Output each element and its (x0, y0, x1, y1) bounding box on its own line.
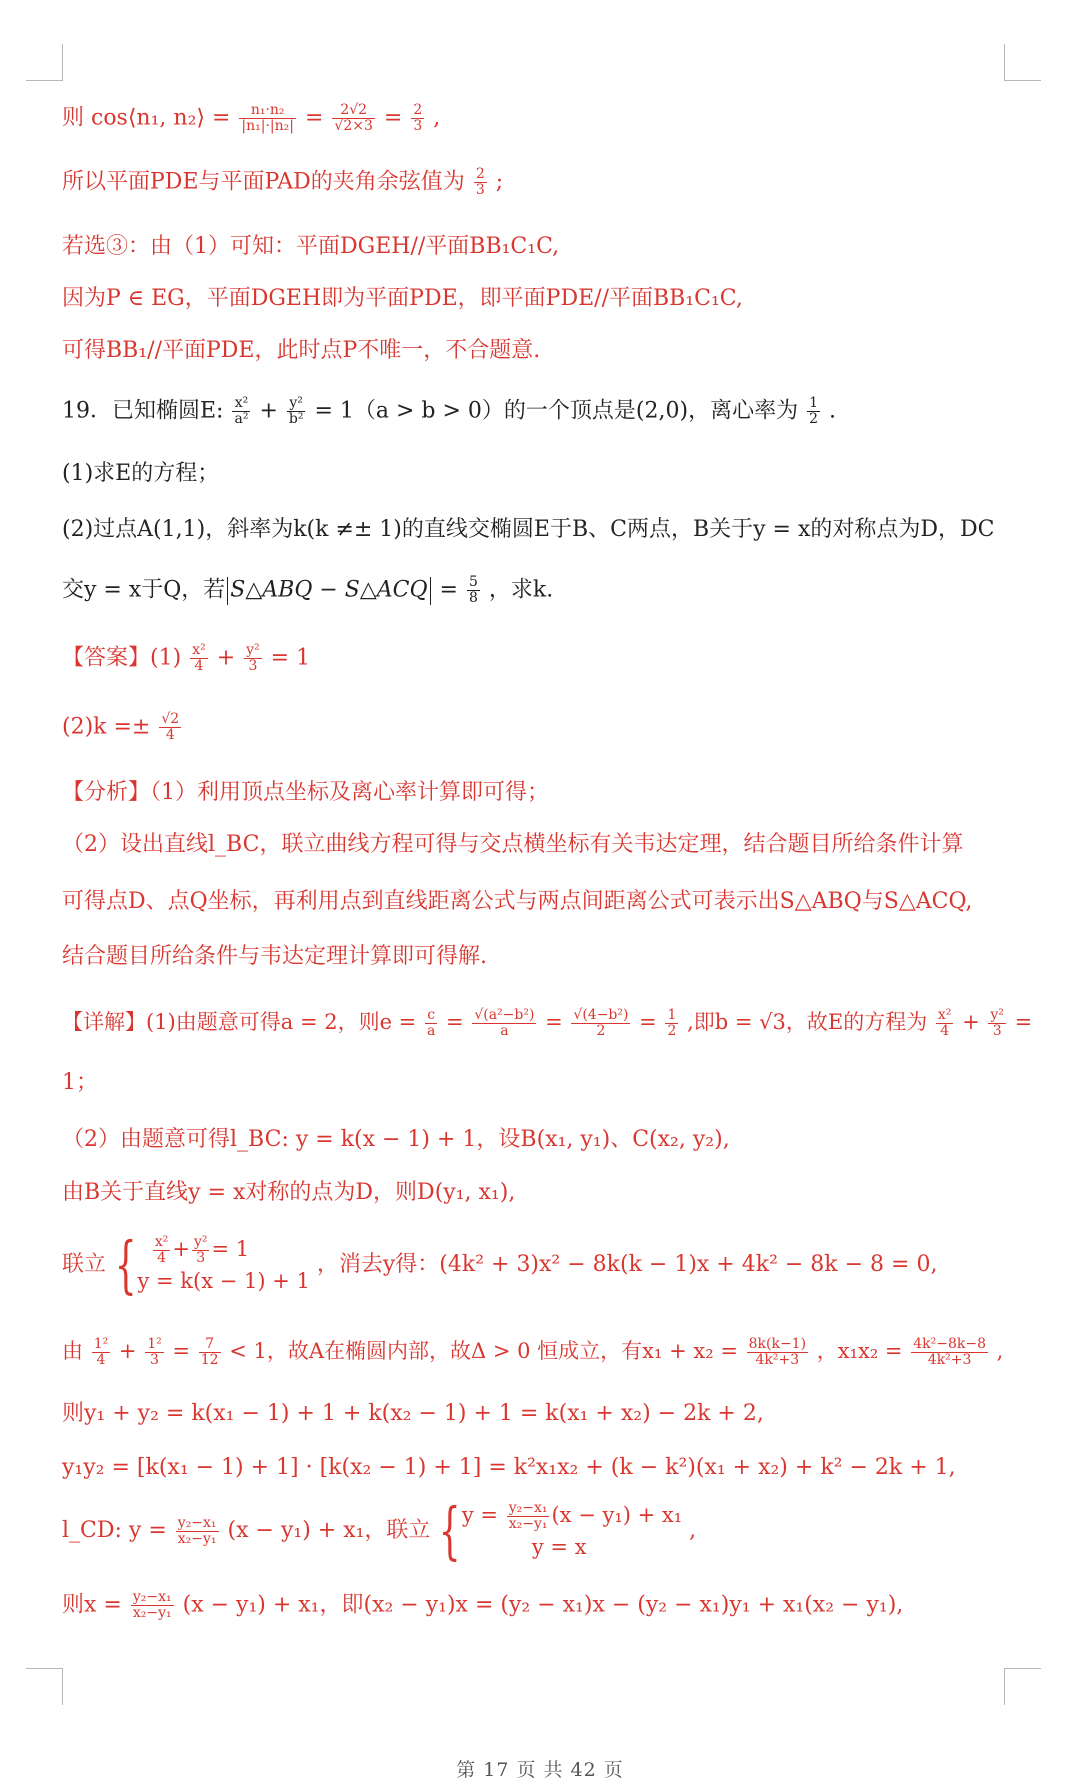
analysis-line-2: （2）设出直线l_BC，联立曲线方程可得与交点横坐标有关韦达定理，结合题目所给条件计算 (62, 832, 964, 857)
text-line-choice-3: 若选③：由（1）可知：平面DGEH//平面BB₁C₁C, (62, 234, 560, 259)
solution-line-y-sum: 则y₁ + y₂ = k(x₁ − 1) + 1 + k(x₂ − 1) + 1 = k(x₁ + x₂) − 2k + 2, (62, 1401, 764, 1426)
analysis-line-4: 结合题目所给条件与韦达定理计算即可得解. (62, 944, 487, 969)
page-number-footer: 第 17 页 共 42 页 (456, 1759, 624, 1781)
solution-line-3: （2）由题意可得l_BC: y = k(x − 1) + 1，设B(x₁, y₁)、C(x₂, y₂), (62, 1127, 730, 1152)
analysis-line-3: 可得点D、点Q坐标，再利用点到直线距离公式与两点间距离公式可表示出S△ABQ与S△ACQ, (62, 889, 973, 914)
solution-line-vieta: 由 $\frac{\text{1²}}{4}$ + $\frac{\text{1²}}{3}$ = $\frac{7}{12}$ < 1，故A在椭圆内部，故Δ > 0 恒成立，有x₁ + x₂ = $\frac{8k(k-1)}{\text{4k²+3}}$ ，x₁x₂ = $\frac{\text{4k²−8k−8}}{\text{4k²+3}}$ , (62, 1336, 1004, 1368)
solution-line-2: 1； (62, 1070, 98, 1095)
solution-line-intersection: 则x = $\frac{\text{y₂−x₁}}{\text{x₂−y₁}}$ (x − y₁) + x₁，即(x₂ − y₁)x = (y₂ − x₁)x − (y₂ − x₁)y₁ + x₁(x₂ − y₁), (62, 1589, 904, 1621)
text-line-angle-cosine: 所以平面PDE与平面PAD的夹角余弦值为 $\frac{2}{3}$ ; (62, 166, 504, 198)
solution-line-system-1: 联立 { $\frac{\text{x²}}{4}$ + $\frac{\text{y²}}{3}$ = 1 y = k(x − 1) + 1 ，消去y得：(4k² + 3)x² − 8k(k − 1)x + 4k² − 8k − 8 = 0, (62, 1228, 938, 1301)
text-line-plane-parallel: 因为P ∈ EG，平面DGEH即为平面PDE，即平面PDE//平面BB₁C₁C, (62, 286, 743, 311)
solution-line-4: 由B关于直线y = x对称的点为D，则D(y₁, x₁), (62, 1180, 516, 1205)
crop-mark-bottom-right (1004, 1668, 1041, 1705)
analysis-line-1: 【分析】（1）利用顶点坐标及离心率计算即可得； (62, 780, 550, 805)
answer-line-1: 【答案】(1) $\frac{\text{x²}}{4}$ + $\frac{\text{y²}}{3}$ = 1 (62, 642, 311, 674)
solution-line-1: 【详解】(1)由题意可得a = 2，则e = $\frac{c}{a}$ = $\frac{\text{√(a²−b²)}}{a}$ = $\frac{\text{√(4−b²)}}{2}$ = $\frac{1}{2}$ ,即b = √3，故E的方程为 $\frac{\text{x²}}{4}$ + $\frac{\text{y²}}{3}$ = (62, 1007, 1033, 1039)
text-line-cosine: 则 cos⟨n₁, n₂⟩ = $\frac{\text{n₁·n₂}}{\text{|n₁|·|n₂|}}$ = $\frac{2√2}{√2\times 3}$ = $\frac{2}{3}$ , (62, 102, 441, 134)
problem-19-part-2-cont: 交y = x于Q，若 S△ABQ − S△ACQ = $\frac{5}{8}$ ，求k. (62, 574, 554, 606)
solution-line-system-2: l_CD: y = $\frac{\text{y₂−x₁}}{\text{x₂−y₁}}$ (x − y₁) + x₁，联立 { y = $\frac{\text{y₂−x₁}}{\text{x₂−y₁}}$ (x − y₁) + x₁ y = x , (62, 1494, 697, 1567)
crop-mark-bottom-left (26, 1668, 63, 1705)
problem-19-part-2: (2)过点A(1,1)，斜率为k(k ≠± 1)的直线交椭圆E于B、C两点，B关于y = x的对称点为D，DC (62, 517, 995, 542)
solution-line-y-product: y₁y₂ = [k(x₁ − 1) + 1] · [k(x₂ − 1) + 1] = k²x₁x₂ + (k − k²)(x₁ + x₂) + k² − 2k + 1, (62, 1455, 956, 1480)
solution-tag: 【详解】 (62, 1010, 146, 1034)
text-line-conclusion: 可得BB₁//平面PDE，此时点P不唯一，不合题意. (62, 338, 541, 363)
problem-19-part-1: (1)求E的方程； (62, 461, 220, 486)
problem-19-statement: 19．已知椭圆E: $\frac{\text{x²}}{\text{a²}}$ + $\frac{\text{y²}}{\text{b²}}$ = 1（a > b > 0）的一个顶点是(2,0)，离心率为 $\frac{1}{2}$ . (62, 395, 836, 427)
answer-line-2: (2)k =± $\frac{√2}{4}$ (62, 711, 180, 743)
crop-mark-top-left (26, 44, 63, 81)
analysis-tag: 【分析】 (62, 780, 151, 805)
answer-tag: 【答案】 (62, 645, 151, 671)
crop-mark-top-right (1004, 44, 1041, 81)
